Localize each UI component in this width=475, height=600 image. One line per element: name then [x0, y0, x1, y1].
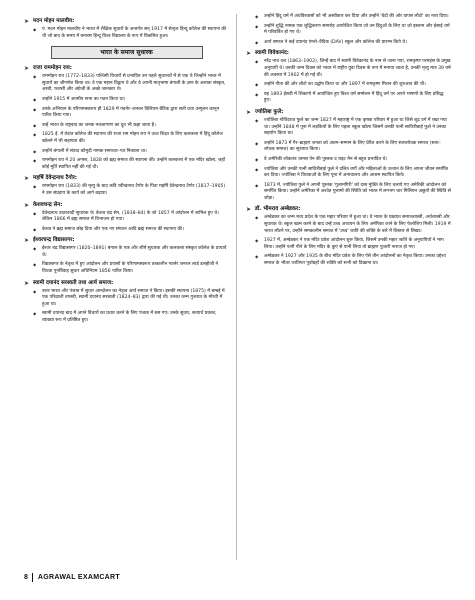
section-points — [246, 59, 451, 105]
bullet-point — [255, 82, 451, 89]
diamond-bullet-icon: ◆ — [255, 39, 259, 45]
diamond-bullet-icon: ◆ — [255, 156, 259, 162]
bullet-point — [255, 40, 451, 47]
footer-separator — [32, 573, 33, 582]
arrow-bullet-icon: ➤ — [24, 175, 30, 183]
bullet-point — [255, 14, 451, 21]
bullet-point — [33, 123, 229, 130]
page-number: 8 — [24, 574, 28, 581]
bullet-text: 1873 में, ज्योतिबा फुले ने अपनी पुस्तक 'गुलामगिरी' को दास मुक्ति के लिए चलाये गए अमेरिकी आंदोलन को समर्पित किया। उन्होंने अमेरिका में अश्वेत गुलामों की स्थिति को भारत में लगभग चार मिलियन अछूतों की स्थिति से जोड़ा। — [264, 182, 451, 201]
diamond-bullet-icon: ◆ — [33, 226, 37, 232]
section-points — [246, 215, 451, 267]
arrow-bullet-icon: ➤ — [24, 18, 30, 25]
diamond-bullet-icon: ◆ — [255, 254, 259, 260]
section-heading-row — [246, 206, 451, 213]
bullet-text: उन्होंने शुद्धि नामक एक शुद्धिकरण समारोह आयोजित किया जो उन हिंदुओं के लिए था जो इस्लाम और ईसाई धर्म में परिवर्तित हो गए थे। — [264, 23, 450, 36]
bullet-point — [255, 157, 451, 164]
bullet-text: स्वामी दयानंद बाद में अपने विचारों का प्रचार करने के लिए पंजाब में बस गए। उनके सुधार, सत्यार्थ प्रकाश, व्याख्या रूप में प्रतिष्ठित हुए। — [42, 311, 217, 324]
section-heading: ईश्वरचन्द्र विद्यासागर: — [33, 237, 75, 244]
bullet-text: उनके अभियान के परिणामस्वरूप ही 1829 में गवर्नर–जनरल विलियम बेंटिंक द्वारा सती प्रथा उन्मूलन कानून पारित किया गया। — [42, 106, 220, 119]
arrow-bullet-icon: ➤ — [246, 50, 252, 58]
diamond-bullet-icon: ◆ — [33, 132, 37, 138]
bullet-text: अम्बेडकर का जन्म मध्य प्रदेश के एक महार परिवार में हुआ था। वे भारत के प्रख्यात समाजशास्त्री, अर्थशास्त्री और सुधारक थे। स्कूल खत्म करने के बाद उन्हें उच्च अध्ययन के लिए अमेरिका जाने के लिए फेलोशिप मिली। 1919 में भारत लौटने पर, उन्होंने समकालीन समाज में 'उच्च' जाति की शक्ति के बारे में विस्तार से लिखा। — [264, 215, 451, 234]
left-sections — [24, 65, 229, 324]
bullet-text: 1825 ई. में वेदांत कॉलेज की स्थापना की राजा राम मोहन राय ने उच्च शिक्षा के लिए कलकत्ता में हिंदू कॉलेज खोलने में भी सहायता की। — [42, 132, 223, 144]
left-column — [24, 14, 229, 328]
diamond-bullet-icon: ◆ — [255, 166, 259, 172]
intro-points — [24, 27, 229, 40]
bullet-point — [255, 238, 451, 251]
diamond-bullet-icon: ◆ — [255, 82, 259, 88]
section-heading: केशवचन्द्र सेन: — [33, 201, 63, 208]
bullet-text: 1927 में, अम्बेडकर ने एक मंदिर प्रवेश आंदोलन शुरू किया, जिसमें उनकी महार जाति के अनुयायियों ने भाग लिया। उन्होंने पानी पीने के लिए मंदिर के कुएं से पानी लिया तो ब्राह्मण पुजारी नाराज हो गए। — [264, 238, 444, 250]
bullet-point — [33, 227, 229, 234]
right-column — [246, 14, 451, 271]
section-heading-row — [24, 280, 229, 287]
section-heading-row — [24, 237, 229, 244]
bullet-point — [33, 311, 229, 324]
right-lead-points — [246, 14, 451, 46]
arrow-bullet-icon: ➤ — [246, 108, 252, 116]
bullet-point — [33, 211, 229, 224]
arrow-bullet-icon: ➤ — [24, 201, 30, 209]
bullet-point — [33, 74, 229, 94]
diamond-bullet-icon: ◆ — [33, 158, 37, 164]
diamond-bullet-icon: ◆ — [33, 96, 37, 102]
bullet-text: उन्होंने 1915 में आत्मीय सभा का गठन किया था। — [42, 96, 126, 102]
section-heading: राजा राममोहन राय: — [33, 65, 72, 72]
bullet-point — [255, 92, 451, 105]
section-heading-row — [246, 109, 451, 116]
arrow-bullet-icon: ➤ — [24, 237, 30, 245]
bullet-text: उन्होंने हिंदू धर्म में अंधविश्वासों को भी अस्वीकार कर दिया और उन्होंने 'वेदों की ओर वापस लौटो' का नारा दिया। — [264, 14, 449, 19]
bullet-point — [255, 118, 451, 138]
diamond-bullet-icon: ◆ — [33, 184, 37, 190]
bullet-point — [255, 254, 451, 267]
diamond-bullet-icon: ◆ — [255, 182, 259, 188]
bullet-point — [255, 167, 451, 180]
bullet-point — [255, 141, 451, 154]
section-heading-row — [246, 50, 451, 57]
section-heading: महर्षि देवेन्द्रनाथ टैगोर: — [33, 175, 78, 182]
bullet-text: केशव ने ब्रह्म समाज छोड़ दिया और एक नए संगठन आदि ब्रह्म समाज की स्थापना की। — [42, 226, 184, 232]
bullet-point — [33, 246, 229, 259]
diamond-bullet-icon: ◆ — [255, 14, 259, 19]
bullet-text: वे अमेरिकी लोकतंत्र थामस पेन की पुस्तक द राइट मैन से बहुत प्रभावित थे। — [264, 156, 388, 162]
arrow-bullet-icon: ➤ — [246, 206, 252, 214]
diamond-bullet-icon: ◆ — [33, 122, 37, 128]
bullet-text: देवेन्द्रनाथ उदारवादी सुधारक थे। केशव चंद्र सेन, (1838–84) के जो 1857 में आंदोलन में शामिल हुए थे। लेकिन 1866 में ब्रह्म समाज में विभाजन हो गया। — [42, 210, 219, 223]
bullet-text: ज्योतिबा गोविंदराव फुले का जन्म 1827 में महाराष्ट्र में एक कृषक परिवार में हुआ था जिसे शूद्र वर्ग में रखा गया था। उन्होंने 1848 में पूना में लड़कियों के लिए पहला स्कूल खोला जिसमें उनकी पत्नी सावित्रीबाई फुले ने उनका सहयोग किया था। — [264, 117, 447, 137]
bullet-point — [255, 183, 451, 203]
section-points — [24, 246, 229, 275]
section-heading: स्वामी विवेकानंद: — [255, 50, 289, 57]
section-points — [24, 289, 229, 325]
diamond-bullet-icon: ◆ — [33, 262, 37, 268]
bullet-point — [33, 158, 229, 171]
section-points — [24, 74, 229, 171]
diamond-bullet-icon: ◆ — [255, 215, 259, 221]
bullet-text: आर्य समाज ने कई दयानंद एंग्लो–वैदिक (DAV) स्कूल और कॉलेज की प्रारम्भ किये थे। — [264, 39, 407, 45]
diamond-bullet-icon: ◆ — [255, 23, 259, 29]
bullet-text: ज्योतिबा और उनकी पत्नी सावित्रीबाई फुले ने दलित वर्गों और महिलाओं के उत्थान के लिए अपना जीवन समर्पित कर दिया। ज्योतिबा ने विधवाओं के लिए पूना में अनाथालय और आश्रम स्थापित किये। — [264, 166, 449, 179]
bullet-text: अम्बेडकर ने 1927 और 1935 के बीच मंदिर प्रवेश के लिए ऐसे तीन आंदोलनों का नेतृत्व किया। उनका उद्देश्य समाज के भीतर जातिगत पूर्वाग्रहों की शक्ति को सभी को दिखाना था। — [264, 254, 446, 267]
column-divider — [236, 14, 237, 560]
bullet-text: पं. मदन मोहन मालवीय ने भारत में शैक्षिक सुधारों के अन्तर्गत सन् 1917 में सेन्ट्रल हिन्दू कॉलेज की स्थापना की थी जो बाद के समय में बनारस हिन्दू विश्व विद्यालय के रूप में विकसित हुआ। — [42, 27, 227, 39]
chapter-banner: भारत के समाज सुधारक — [51, 46, 203, 59]
bullet-point — [255, 24, 451, 37]
bullet-point — [33, 27, 229, 40]
bullet-text: राममोहन राय ने 20 अगस्त, 1828 को ब्रह्म समाज की स्थापना की। उन्होंने कलकत्ता में एक मंदिर खोला, जहाँ कोई मूर्ति स्थापित नहीं की गई थी। — [42, 158, 226, 170]
section-heading: मदन मोहन मालवीय: — [33, 18, 75, 24]
bullet-text: उन्होंने 1873 में गैर–ब्राह्मण जनता को आत्म–सम्मान के लिए प्रेरित करने के लिए सत्यशोधक समाज (सत्य–शोधक समाज) का सूत्रपात किया। — [264, 140, 441, 153]
bullet-point — [255, 215, 451, 235]
bullet-point — [255, 59, 451, 79]
diamond-bullet-icon: ◆ — [255, 140, 259, 146]
diamond-bullet-icon: ◆ — [33, 246, 37, 252]
diamond-bullet-icon: ◆ — [33, 74, 37, 80]
diamond-bullet-icon: ◆ — [255, 238, 259, 244]
brand-logo-text: AGRAWAL EXAMCART — [37, 574, 120, 581]
section-heading-row — [24, 175, 229, 182]
diamond-bullet-icon: ◆ — [33, 288, 37, 294]
bullet-point — [33, 107, 229, 120]
bullet-point — [33, 184, 229, 197]
diamond-bullet-icon: ◆ — [255, 117, 259, 123]
arrow-bullet-icon: ➤ — [24, 279, 30, 287]
section-points — [24, 211, 229, 234]
diamond-bullet-icon: ◆ — [33, 106, 37, 112]
section-heading-row — [24, 65, 229, 72]
bullet-point — [33, 149, 229, 156]
section-heading: स्वामी दयानंद सरस्वती तथा आर्य समाज: — [33, 279, 114, 286]
bullet-text: ईश्वर चंद्र विद्यासागर (1820–1891) बंगाल के एक और शीर्ष सुधारक और कलकत्ता संस्कृत कॉलेज के प्राचार्य थे। — [42, 246, 227, 258]
right-sections — [246, 50, 451, 267]
bullet-text: नरेंद्र नाथ दत्त (1863–1902), जिन्हें बाद में स्वामी विवेकानंद के नाम से जाना गया, रामकृष्ण परमहंस के प्रमुख अनुयायी थे। उनकी जन्म दिवस को भारत में राष्ट्रीय युवा दिवस के रूप में मनाया जाता है, उनकी मृत्यु मात्र 39 वर्ष की अवस्था में 1902 में हो गई थी। — [264, 59, 451, 78]
section-heading: ज्योतिबा फुले: — [255, 108, 284, 115]
bullet-text: उत्तर भारत और पंजाब में सुधार आन्दोलन का नेतृत्व आर्य समाज ने किया। इसकी स्थापना (1875) में बम्बई में एक परिव्राजी तपस्वी, स्वामी दयानंद सरस्वती (1824–83) द्वारा की गई थी। उनका जन्म गुजरात के मौरवी में हुआ था। — [42, 288, 225, 307]
page-footer — [24, 573, 120, 582]
section-points — [24, 184, 229, 197]
section-points — [246, 118, 451, 203]
bullet-text: राममोहन राय (1772–1833) पश्चिमी विचारों से प्रभावित उन पहले सुधारकों में से एक थे जिन्होंने भारत में सुधारों का श्रीगणेश किया था। वे एक महान विद्वान थे और वे अपनी मातृभाषा बंगाली के ज्ञान के अलावा संस्कृत, अरबी, फारसी और अंग्रेजी के अच्छे जानकार थे। — [42, 74, 226, 93]
bullet-point — [33, 262, 229, 275]
section-heading-row — [24, 202, 229, 209]
diamond-bullet-icon: ◆ — [255, 59, 259, 65]
bullet-text: उन्हें भारत के राष्ट्रवाद का जनक नवजागरण का दूत भी कहा जाता है। — [42, 122, 156, 128]
bullet-text: उन्होंने बंगाली में संवाद कौमुदी नामक समाचार–पत्र निकाला था। — [42, 148, 147, 154]
intro-heading-row — [24, 18, 229, 25]
diamond-bullet-icon: ◆ — [33, 210, 37, 216]
bullet-point — [33, 97, 229, 104]
bullet-text: राममोहन राय (1833) की मृत्यु के बाद कवि रवीन्द्रनाथ टैगोर के पिता महर्षि देवेन्द्रनाथ टैगोर (1817–1905) ने उस संप्रदाय के कार्य को आगे बढ़ाया। — [42, 184, 226, 196]
diamond-bullet-icon: ◆ — [33, 148, 37, 154]
bullet-text: विद्यासागर के नेतृत्व में हुए आंदोलन और प्रयासों के परिणामस्वरूप तत्कालीन गवर्नर जनरल लार्ड डलहौजी ने विधवा पुनर्विवाह सुधार अधिनियम 1856 पारित किया। — [42, 262, 219, 275]
bullet-point — [33, 132, 229, 145]
arrow-bullet-icon: ➤ — [24, 65, 30, 73]
diamond-bullet-icon: ◆ — [33, 311, 37, 317]
bullet-text: वह 1893 ईसवी में शिकागो में आयोजित हुए विश्व धर्म सम्मेलन में हिंदू धर्म पर अपने भाषणों के लिए प्रसिद्ध हुए। — [264, 91, 444, 104]
diamond-bullet-icon: ◆ — [255, 91, 259, 97]
bullet-point — [33, 289, 229, 309]
section-heading: डॉ. भीमराव अम्बेडकर: — [255, 206, 301, 213]
diamond-bullet-icon: ◆ — [33, 27, 37, 32]
bullet-text: उन्होंने गीता की ओर लौटो का उद्घोष किया था और 1897 में रामकृष्ण मिशन की शुरुआत की थी। — [264, 82, 426, 88]
